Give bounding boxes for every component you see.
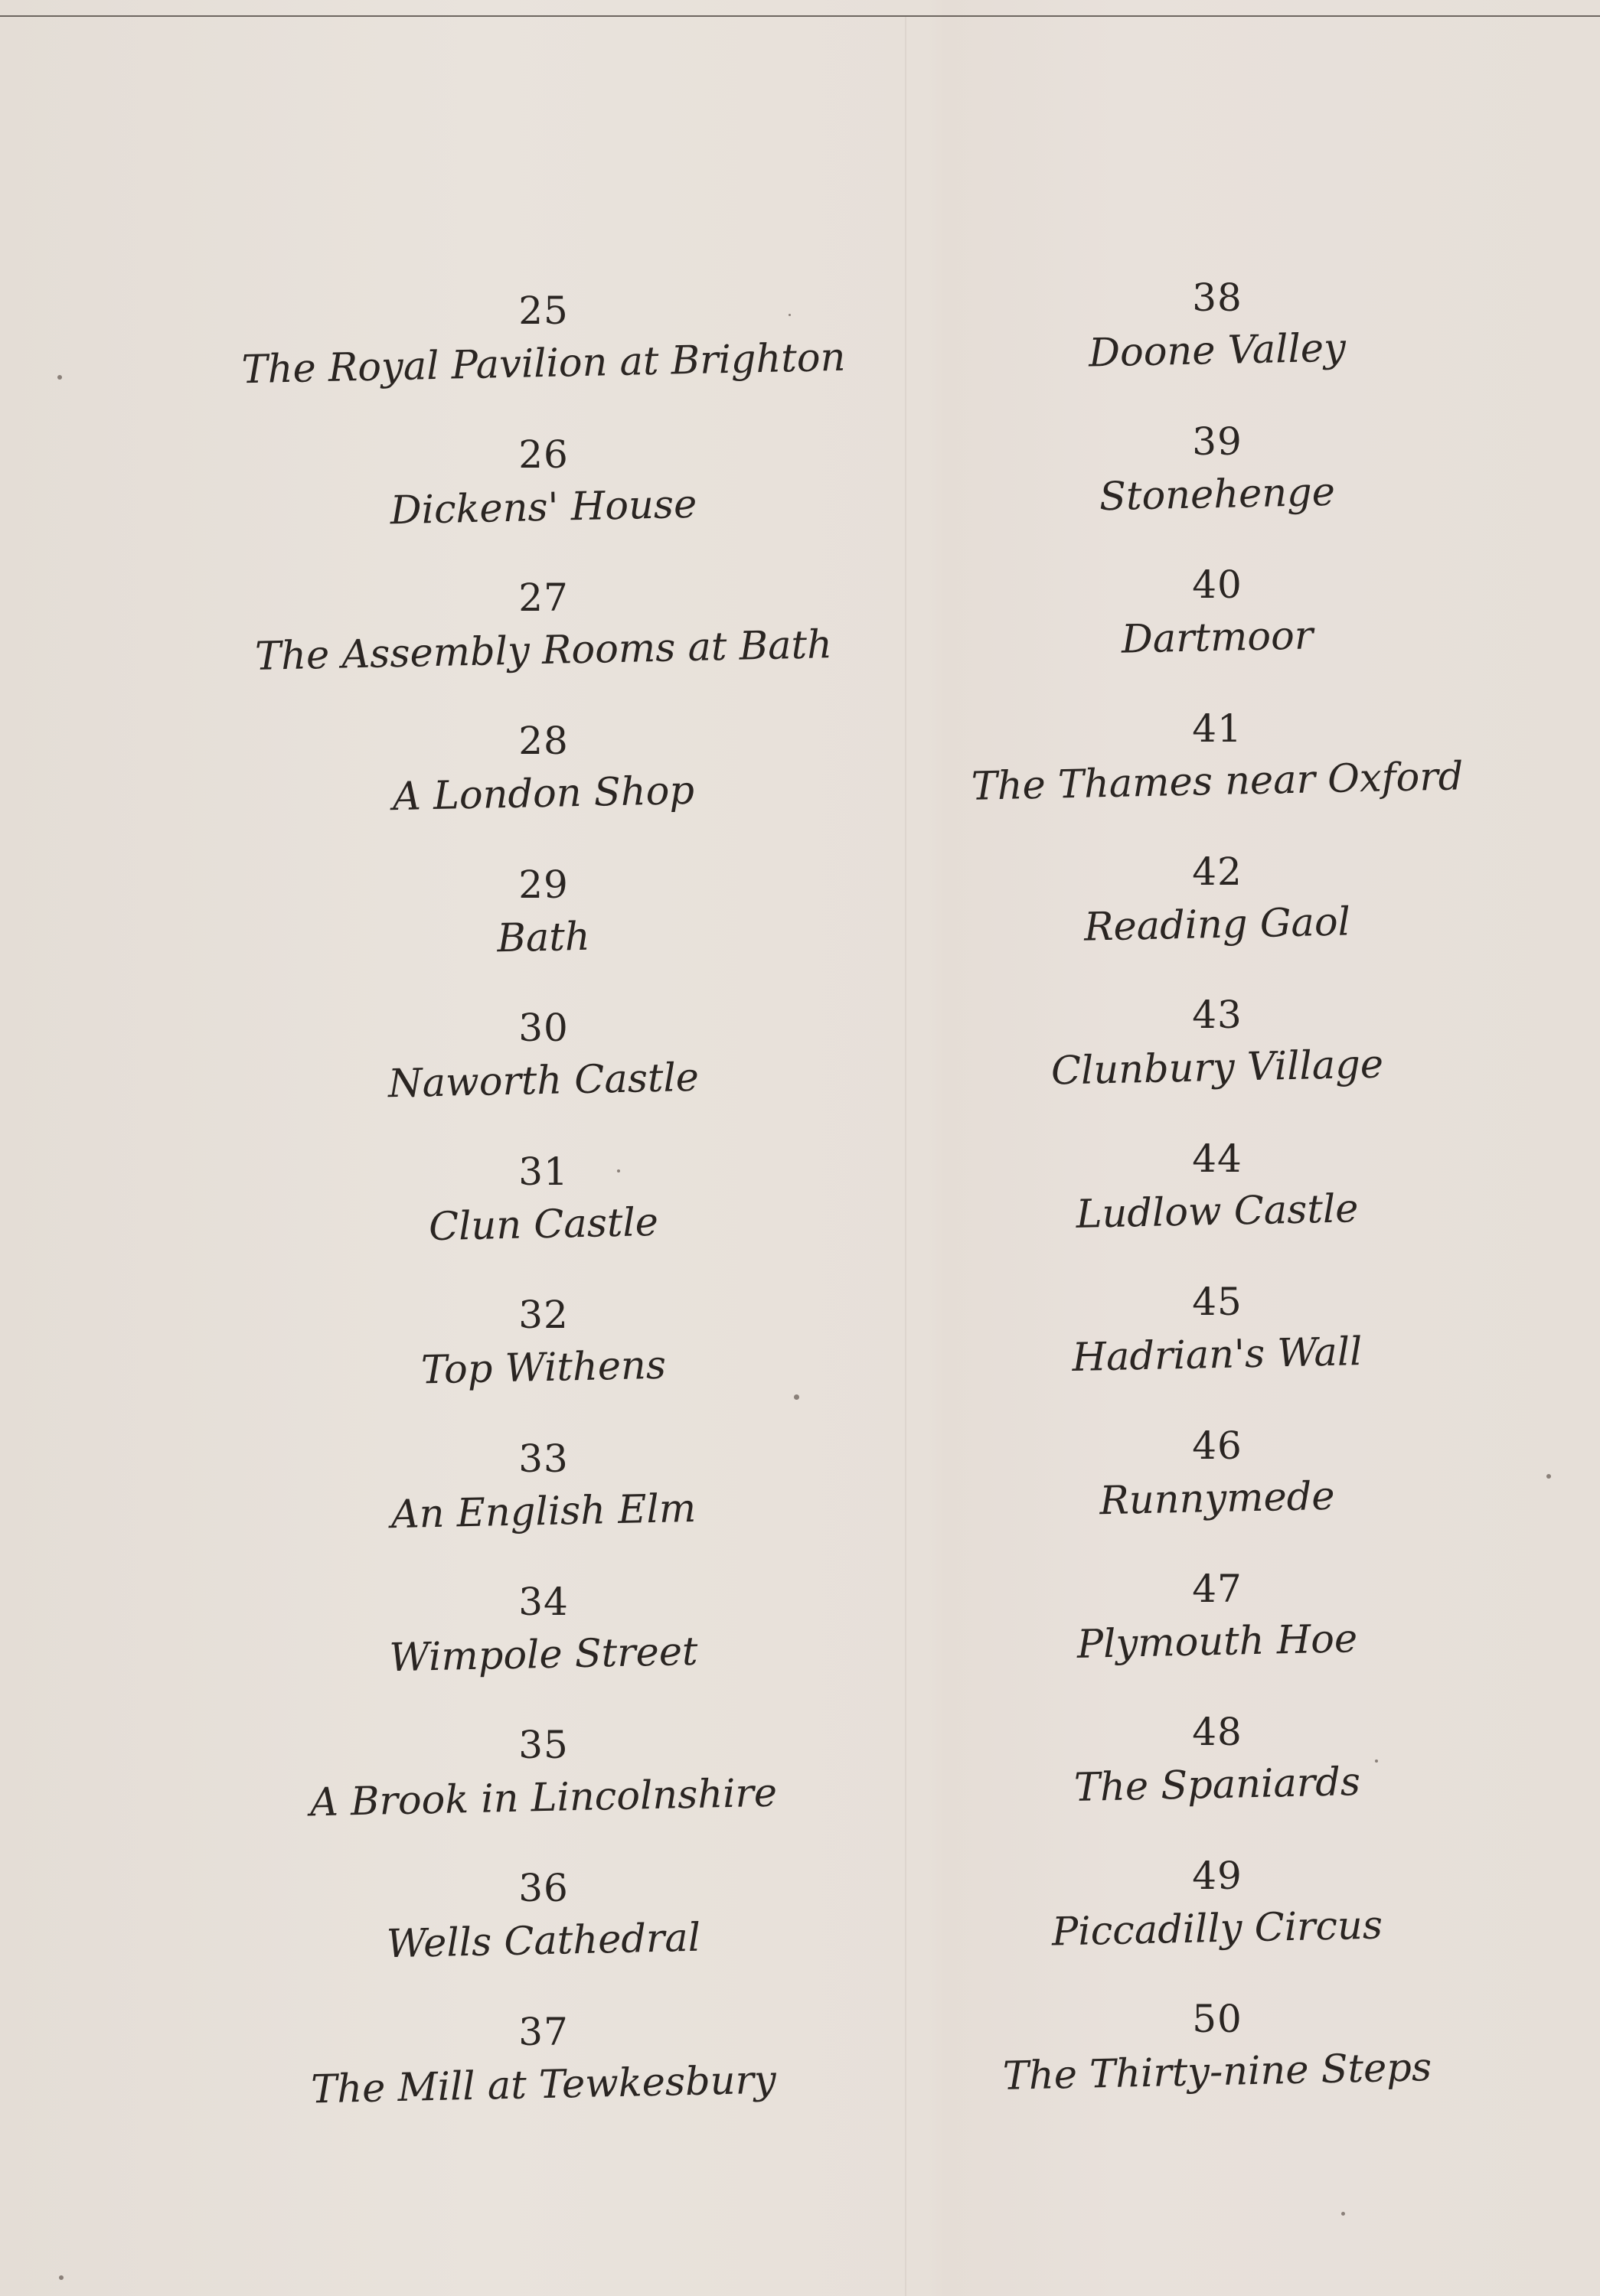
- paper-speck: [1375, 1760, 1378, 1763]
- list-item: [237, 1721, 850, 1851]
- list-item: [911, 1565, 1523, 1695]
- page-gutter: [905, 17, 906, 2296]
- plate-title: Bath: [496, 914, 591, 962]
- list-item: [911, 1422, 1523, 1552]
- plate-number: 34: [518, 1580, 569, 1624]
- list-item: [911, 418, 1523, 548]
- plate-number: 28: [518, 719, 569, 763]
- plate-title: Ludlow Castle: [1075, 1186, 1359, 1238]
- plate-number: 26: [518, 432, 569, 477]
- list-item: [911, 1278, 1523, 1408]
- plate-number: 33: [518, 1437, 569, 1481]
- list-item: [911, 561, 1523, 691]
- plate-title: Wells Cathedral: [386, 1915, 701, 1968]
- list-item: [237, 717, 850, 847]
- plate-number: 45: [1192, 1280, 1242, 1324]
- paper-speck: [1546, 1474, 1551, 1479]
- plate-title: A London Shop: [392, 768, 695, 820]
- plate-title: Dartmoor: [1121, 613, 1314, 663]
- plate-title: The Assembly Rooms at Bath: [254, 622, 833, 680]
- plate-number: 29: [518, 863, 569, 907]
- plate-title: Clunbury Village: [1050, 1042, 1384, 1094]
- plate-title: The Royal Pavilion at Brighton: [241, 334, 846, 393]
- list-item: [237, 1004, 850, 1134]
- plate-number: 38: [1192, 276, 1242, 320]
- plate-title: A Brook in Lincolnshire: [309, 1770, 778, 1826]
- list-item: [911, 1852, 1523, 1982]
- list-item: [911, 1135, 1523, 1265]
- paper-speck: [617, 1169, 620, 1172]
- paper-speck: [59, 2275, 64, 2280]
- paper-speck: [794, 1394, 799, 1400]
- plate-number: 48: [1192, 1710, 1242, 1754]
- paper-speck: [57, 375, 62, 380]
- list-item: [237, 1148, 850, 1278]
- plate-number: 42: [1192, 850, 1242, 894]
- plate-title: The Spaniards: [1073, 1760, 1361, 1811]
- plate-number: 36: [518, 1866, 569, 1910]
- plate-number: 46: [1192, 1424, 1242, 1468]
- plate-number: 32: [518, 1293, 569, 1337]
- list-item: [911, 991, 1523, 1121]
- list-item: [237, 1864, 850, 1994]
- plate-number: 49: [1192, 1854, 1242, 1898]
- plate-number: 35: [518, 1723, 569, 1767]
- plate-title: Plymouth Hoe: [1076, 1616, 1358, 1668]
- plate-number: 30: [518, 1006, 569, 1050]
- paper-speck: [1341, 2212, 1345, 2216]
- list-item: [237, 1291, 850, 1421]
- plate-title: The Thirty-nine Steps: [1002, 2045, 1432, 2099]
- plate-title: Runnymede: [1099, 1473, 1336, 1525]
- plate-title: Reading Gaol: [1083, 899, 1351, 951]
- plate-number: 25: [518, 289, 569, 333]
- list-item: [237, 861, 850, 991]
- list-item: [237, 431, 850, 561]
- list-item: [911, 274, 1523, 404]
- plate-number: 39: [1192, 419, 1242, 464]
- plate-title: Clun Castle: [428, 1199, 659, 1251]
- plate-title: Dickens' House: [390, 481, 697, 534]
- plate-number: 27: [518, 576, 569, 620]
- plate-title: Wimpole Street: [388, 1629, 699, 1681]
- plate-title: Doone Valley: [1088, 325, 1347, 377]
- plate-number: 44: [1192, 1137, 1242, 1181]
- list-item: [911, 848, 1523, 978]
- plate-title: Naworth Castle: [387, 1055, 700, 1107]
- plate-title: Hadrian's Wall: [1071, 1329, 1363, 1381]
- plate-title: Piccadilly Circus: [1051, 1903, 1383, 1955]
- plate-title: The Thames near Oxford: [971, 754, 1464, 810]
- list-item: [237, 287, 850, 417]
- top-rule: [0, 15, 1600, 17]
- list-item: [237, 2008, 850, 2138]
- plate-title: The Mill at Tewkesbury: [310, 2057, 777, 2113]
- plate-title: An English Elm: [390, 1486, 697, 1538]
- plate-number: 50: [1192, 1997, 1242, 2041]
- list-item: [911, 705, 1523, 835]
- plate-number: 47: [1192, 1567, 1242, 1611]
- plate-title: Top Withens: [420, 1342, 667, 1394]
- plate-title: Stonehenge: [1099, 469, 1336, 520]
- list-item: [237, 574, 850, 704]
- list-item: [911, 1995, 1523, 2125]
- list-item: [237, 1435, 850, 1565]
- list-item: [911, 1708, 1523, 1838]
- plate-number: 37: [518, 2010, 569, 2054]
- plate-number: 41: [1192, 706, 1242, 751]
- paper-speck: [789, 314, 791, 316]
- plate-number: 40: [1192, 563, 1242, 607]
- plate-number: 31: [518, 1150, 569, 1194]
- plate-number: 43: [1192, 993, 1242, 1037]
- list-item: [237, 1578, 850, 1708]
